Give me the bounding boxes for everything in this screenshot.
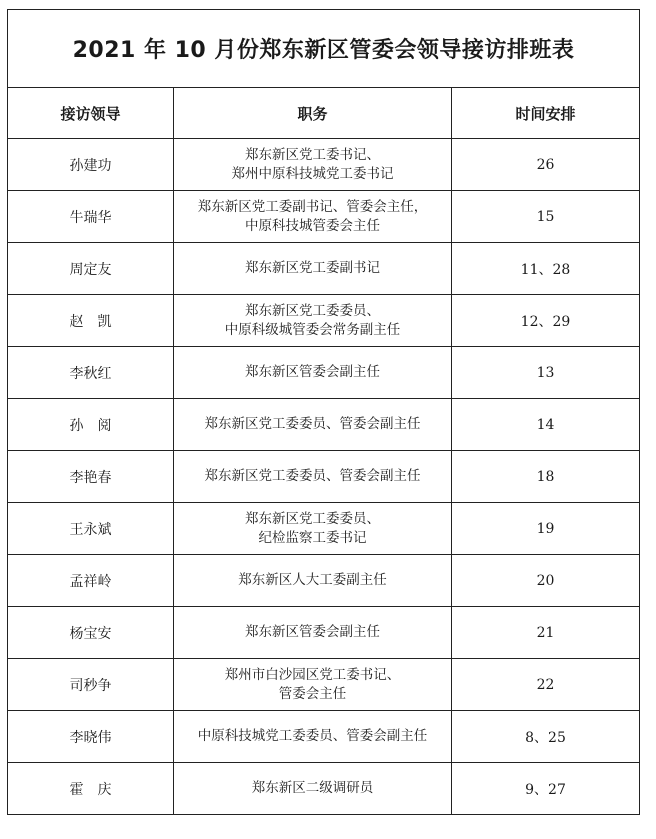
leader-name: 杨宝安 xyxy=(8,607,174,659)
position-line: 郑东新区党工委副书记、管委会主任， xyxy=(197,198,428,215)
position-line: 郑东新区党工委副书记 xyxy=(245,260,380,276)
leader-position xyxy=(174,243,452,295)
leader-name: 李艳春 xyxy=(8,451,174,503)
table-row xyxy=(8,555,640,607)
table-row xyxy=(8,763,640,815)
leader-position xyxy=(174,139,452,191)
leader-position xyxy=(174,399,452,451)
table-row xyxy=(8,139,640,191)
table-row xyxy=(8,659,640,711)
visit-dates: 8、25 xyxy=(452,711,640,763)
leader-position xyxy=(174,503,452,555)
leader-name: 孙建功 xyxy=(8,139,174,191)
position-line: 郑东新区党工委委员、 xyxy=(245,302,380,319)
position-line: 郑东新区党工委书记、 xyxy=(245,146,380,163)
leader-position xyxy=(174,607,452,659)
visit-dates: 13 xyxy=(452,347,640,399)
position-line: 郑州中原科技城党工委书记 xyxy=(231,165,394,182)
position-line: 郑东新区党工委委员、 xyxy=(245,510,380,527)
leader-name: 司秒争 xyxy=(8,659,174,711)
title-row xyxy=(8,10,640,88)
leader-position xyxy=(174,347,452,399)
position-line: 郑东新区管委会副主任 xyxy=(245,624,380,640)
leader-position xyxy=(174,295,452,347)
visit-dates: 9、27 xyxy=(452,763,640,815)
position-line: 郑东新区党工委委员、管委会副主任 xyxy=(204,416,421,432)
table-row xyxy=(8,191,640,243)
table-row xyxy=(8,503,640,555)
leader-position xyxy=(174,763,452,815)
leader-name: 赵 凯 xyxy=(8,295,174,347)
position-line: 郑东新区管委会副主任 xyxy=(245,364,380,380)
visit-dates: 15 xyxy=(452,191,640,243)
visit-dates: 22 xyxy=(452,659,640,711)
leader-position xyxy=(174,191,452,243)
leader-name: 李秋红 xyxy=(8,347,174,399)
leader-position xyxy=(174,555,452,607)
position-line: 郑东新区党工委委员、管委会副主任 xyxy=(204,468,421,484)
table-row xyxy=(8,399,640,451)
header-position: 职务 xyxy=(174,88,452,139)
table-row xyxy=(8,607,640,659)
position-line: 中原科技城党工委委员、管委会副主任 xyxy=(197,728,428,744)
visit-dates: 12、29 xyxy=(452,295,640,347)
leader-name: 牛瑞华 xyxy=(8,191,174,243)
position-line: 郑州市白沙园区党工委书记、 xyxy=(224,666,401,683)
table-row xyxy=(8,295,640,347)
position-line: 郑东新区二级调研员 xyxy=(251,780,374,796)
leader-name: 孟祥岭 xyxy=(8,555,174,607)
visit-dates: 20 xyxy=(452,555,640,607)
table-body xyxy=(8,139,640,815)
visit-dates: 18 xyxy=(452,451,640,503)
visit-dates: 21 xyxy=(452,607,640,659)
visit-dates: 26 xyxy=(452,139,640,191)
header-row xyxy=(8,88,640,139)
leader-position xyxy=(174,451,452,503)
position-line: 纪检监察工委书记 xyxy=(258,529,367,546)
leader-position xyxy=(174,659,452,711)
table-row xyxy=(8,347,640,399)
leader-name: 王永斌 xyxy=(8,503,174,555)
position-line: 中原科级城管委会常务副主任 xyxy=(224,321,401,338)
position-line: 管委会主任 xyxy=(278,685,347,702)
leader-name: 孙 阅 xyxy=(8,399,174,451)
position-line: 郑东新区人大工委副主任 xyxy=(238,572,387,588)
leader-name: 李晓伟 xyxy=(8,711,174,763)
leader-position xyxy=(174,711,452,763)
table-row xyxy=(8,711,640,763)
position-line: 中原科技城管委会主任 xyxy=(245,217,380,234)
table-row xyxy=(8,451,640,503)
header-schedule: 时间安排 xyxy=(452,88,640,139)
table-title: 2021 年 10 月份郑东新区管委会领导接访排班表 xyxy=(8,10,640,88)
schedule-sheet xyxy=(7,9,639,815)
visit-dates: 11、28 xyxy=(452,243,640,295)
visit-dates: 19 xyxy=(452,503,640,555)
visit-dates: 14 xyxy=(452,399,640,451)
table-row xyxy=(8,243,640,295)
leader-name: 周定友 xyxy=(8,243,174,295)
schedule-table xyxy=(7,9,640,815)
header-leader: 接访领导 xyxy=(8,88,174,139)
leader-name: 霍 庆 xyxy=(8,763,174,815)
